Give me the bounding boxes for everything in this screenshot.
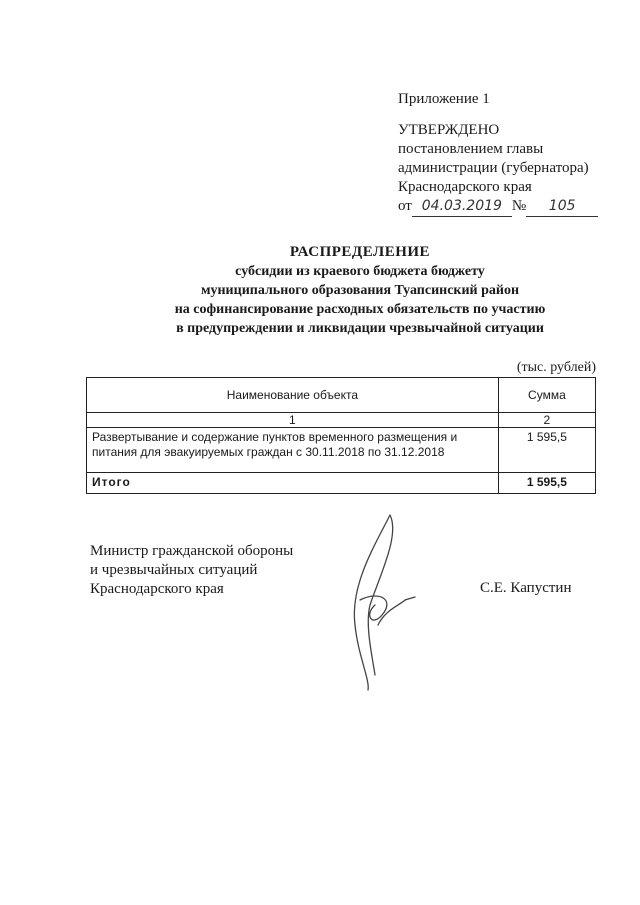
date-prefix: от <box>398 198 412 214</box>
signer-line-2: и чрезвычайных ситуаций <box>90 562 258 578</box>
header-sum: Сумма <box>498 378 595 413</box>
title-main: РАСПРЕДЕЛЕНИЕ <box>289 244 431 260</box>
column-number-row <box>87 413 596 428</box>
approval-block <box>398 90 598 217</box>
document-title <box>90 242 630 338</box>
table-header-row <box>87 378 596 413</box>
approval-line-2: администрации (губернатора) <box>398 160 589 176</box>
appendix-label: Приложение 1 <box>398 91 490 107</box>
table-row <box>87 428 596 473</box>
row-name: Развертывание и содержание пунктов временного размещения и питания для эвакуируемых граждан с 30.11.2018 по 31.12.2018 <box>87 428 499 473</box>
signer-position <box>90 542 293 599</box>
title-line-2: муниципального образования Туапсинский район <box>200 283 520 298</box>
approval-line-3: Краснодарского края <box>398 179 532 195</box>
signer-line-3: Краснодарского края <box>90 581 224 597</box>
column-number-1: 1 <box>87 413 499 428</box>
title-line-4: в предупреждении и ликвидации чрезвычайной ситуации <box>176 321 544 336</box>
approved-label: УТВЕРЖДЕНО <box>398 122 500 138</box>
title-line-3: на софинансирование расходных обязательств по участию <box>174 302 546 317</box>
total-row <box>87 473 596 494</box>
distribution-table <box>86 377 596 494</box>
handwritten-signature <box>320 505 440 695</box>
handwritten-number: 105 <box>548 198 576 214</box>
handwritten-date: 04.03.2019 <box>421 198 502 214</box>
total-label: Итого <box>87 473 499 494</box>
total-sum: 1 595,5 <box>498 473 595 494</box>
row-sum: 1 595,5 <box>498 428 595 473</box>
column-number-2: 2 <box>498 413 595 428</box>
approval-line-1: постановлением главы <box>398 141 544 157</box>
number-prefix: № <box>511 198 527 214</box>
title-line-1: субсидии из краевого бюджета бюджету <box>235 264 485 279</box>
signer-line-1: Министр гражданской обороны <box>90 543 294 559</box>
date-number-line <box>398 197 598 217</box>
units-label: (тыс. рублей) <box>516 360 596 375</box>
header-name: Наименование объекта <box>87 378 499 413</box>
signer-name: С.Е. Капустин <box>480 580 572 596</box>
